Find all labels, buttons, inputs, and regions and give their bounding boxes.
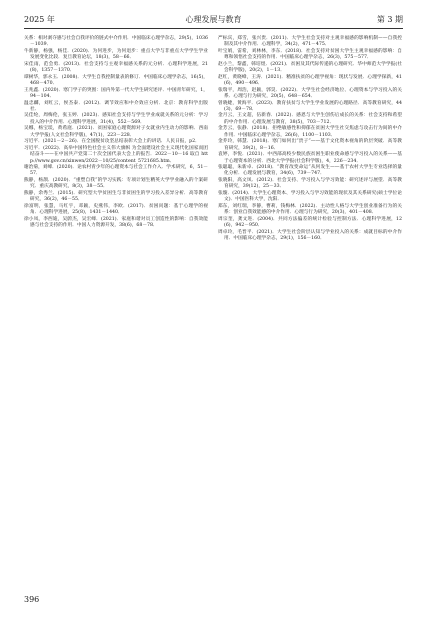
- reference-entry: 叶宝娟，雷希，刘林林，李东．(2018)．社会支持对贫困大学生主观幸福感的影响：自尊和领悟社会支持的作用．中国临床心理学杂志，26(3)，575－577．: [218, 48, 402, 61]
- reference-entry: 赵红，黄晓峰，王涛．(2021)．精准扶贫的心理学视角：现状与发展．心理学探新，41(6)，490－496．: [218, 74, 402, 87]
- header-journal-title: 心理发展与教育: [185, 15, 242, 24]
- reference-entry: 金芳云，张静．(2018)．拒绝敏感性和抑郁在贫困大学生社交焦虑与攻击行为间的中介作用．中国临床心理学杂志，26(6)，1100－1103．: [218, 126, 402, 138]
- reference-entry: 严标宾，郑雪，张兴贵．(2011)．大学生社会支持对主观幸福感的影响机制——自我控制及其中介作用．心理科学，34(2)，471－475．: [218, 36, 402, 48]
- header-rule: [24, 28, 403, 29]
- reference-entry: 郑东，刘红瑞，李静，曹莉，钱梅林．(2022)．主动性人格与大学生创业准备行为的关系：创业自我效能感的中介作用．心理与行为研究，20(3)，401－408．: [218, 203, 402, 216]
- reference-entry: 吴娜，杨宝琰，黄希庭．(2021)．贫困家庭心理资源对子女就业内生动力的影响．西南大学学报(人文社会科学版)，47(1)，223－228．: [24, 126, 208, 138]
- reference-entry: 熊静，余秀兰．(2015)．研究型大学贫困生与非贫困生的学习投入差异分析．高等教育研究，36(2)，46－55．: [24, 190, 208, 203]
- reference-entry: 张璇．(2014)．大学生心理资本、学习投入与学习效能的现状及其关系研究(硕士学位论文)．中国医科大学，沈阳．: [218, 190, 402, 203]
- reference-entry: 王兆鑫．(2020)．寒门学子的突围：国内外第一代大学生研究述评．中国青年研究，1，94－104．: [24, 87, 208, 100]
- reference-entry: 熊静，杨颉．(2020)．“重塑自我”的学习实践：专项计划生精英大学学业融入的个案研究．重庆高教研究，8(3)，38－55．: [24, 177, 208, 190]
- reference-entry: 金乔玲，韩慧．(2018)．寒门如何出“贵子”——基于文化资本视角的阶层突破．高等教育研究，39(2)，8－16．: [218, 139, 402, 151]
- reference-entry: 袁婷，李悦．(2021)．中西部高校少数民族贫困生职业使命感与学习投入的关系——基于心理资本的分析．西北大学学报(社会科学版)，4，226－234．: [218, 152, 402, 164]
- reference-entry: 张晓阳，高文凤．(2012)．社会支持、学习投入与学习效能：研究述评与展望．高等教育研究，39(12)，25－33．: [218, 177, 402, 190]
- reference-entry: 张瑞平，周浩，赵颖，郭昊．(2022)．大学生社会经济地位、心理资本与学习投入的关系．心理与行为研究，20(5)，648－654．: [218, 87, 402, 100]
- reference-entry: 周宗奎，龚文进．(2004)．共同方法偏差的统计检验与控制方法．心理科学进展，12(6)，942－950．: [218, 216, 402, 229]
- references-right-column: [218, 36, 402, 243]
- running-header: [24, 14, 403, 28]
- reference-entry: 习近平．(2021－2－26)．在全国脱贫攻坚总结表彰大会上的讲话．人民日报，p2．: [24, 139, 200, 145]
- reference-entry: 习近平．(2022)．高举中国特色社会主义伟大旗帜 为全面建设社会主义现代化国家而团结奋斗——在中国共产党第二十次全国代表大会上的报告．2022－10－16 取自 http://www.gov.cn/xinwen/2022－10/25/content_5721685.htm．: [24, 145, 208, 164]
- reference-entry: 曾晓婕，黄海平．(2023)．教育扶贫与大学生学业发展的心理路径．高等教育研究，44(3)，69－78．: [218, 100, 402, 112]
- reference-entry: 温忠麟，刘红云，侯杰泰．(2012)．调节效应和中介效应分析．北京：教育科学出版社．: [24, 100, 208, 112]
- reference-entry: 吴佳纶，周梅伦，张玉婷．(2023)．感知社会支持与学生学业成就关系的元分析：学习投入的中介作用．心理科学进展，31(4)，552－569．: [24, 113, 208, 125]
- reference-entry: 周卓玲，毛晋平．(2021)．大学生社会阶层认知与学业投入的关系：成就目标的中介作用．中国临床心理学杂志，29(1)，156－160．: [218, 229, 402, 241]
- reference-entry: 宋佳雨，范会勇．(2013)．社会支持与主观幸福感关系的元分析．心理科学进展，21(8)，1357－1370．: [24, 61, 208, 74]
- page-number: 396: [24, 595, 40, 604]
- references-left-column: [24, 36, 208, 230]
- reference-entry: 关系：相对剥夺感与社会自我评价的链式中介作用．中国临床心理学杂志，29(5)，1036－1039．: [24, 36, 208, 48]
- reference-entry: 张聪聪，朱新卓．(2018)．“教育改变命运”从何发生——基于农村大学生专业选择的量化分析．心理发展与教育，34(6)，739－747．: [218, 165, 402, 177]
- reference-entry: 赵小兰，黎鑫，韩培煜．(2021)．贫困及其代际传递的心理研究．华中师范大学学报(社会科学版)，20(2)，1－13．: [218, 61, 402, 74]
- reference-entry: 牛新静，杨强，杨佳．(2020)．为何进步，为何退步：重点大学与非重点大学学生学业发展变化比较．复旦教育论坛，18(3)，58－66．: [24, 48, 208, 61]
- reference-entry: 金月云，王文超，伍新春．(2022)．感恩与大学生创伤后成长的关系：社会支持和希望的中介作用．心理发展与教育，38(5)，703－712．: [218, 113, 402, 125]
- reference-entry: 徐富明，张慧，马红宇，邓颖，史燕伟，李欧．(2017)．贫困问题：基于心理学的视角．心理科学进展，25(8)，1431－1440．: [24, 203, 208, 216]
- header-year: 2025 年: [24, 15, 55, 24]
- reference-entry: 谢治菊，刘峰．(2020)．论农村青少年的心理资本与社会工作介入．学术研究，6，51－57．: [24, 165, 208, 177]
- reference-entry: 谭树华，郭永玉．(2008)．大学生自我控制量表的修订．中国临床心理学杂志，16(5)，468－470．: [24, 74, 208, 87]
- header-issue: 第 3 期: [376, 15, 403, 24]
- reference-entry: 徐小凤，李西迪，吴蔚杰，吴宏峰．(2021)．家庭和谐对员工创造性的影响：自我效能感与社会支持的作用．中国人力资源开发，38(6)，68－78．: [24, 216, 208, 229]
